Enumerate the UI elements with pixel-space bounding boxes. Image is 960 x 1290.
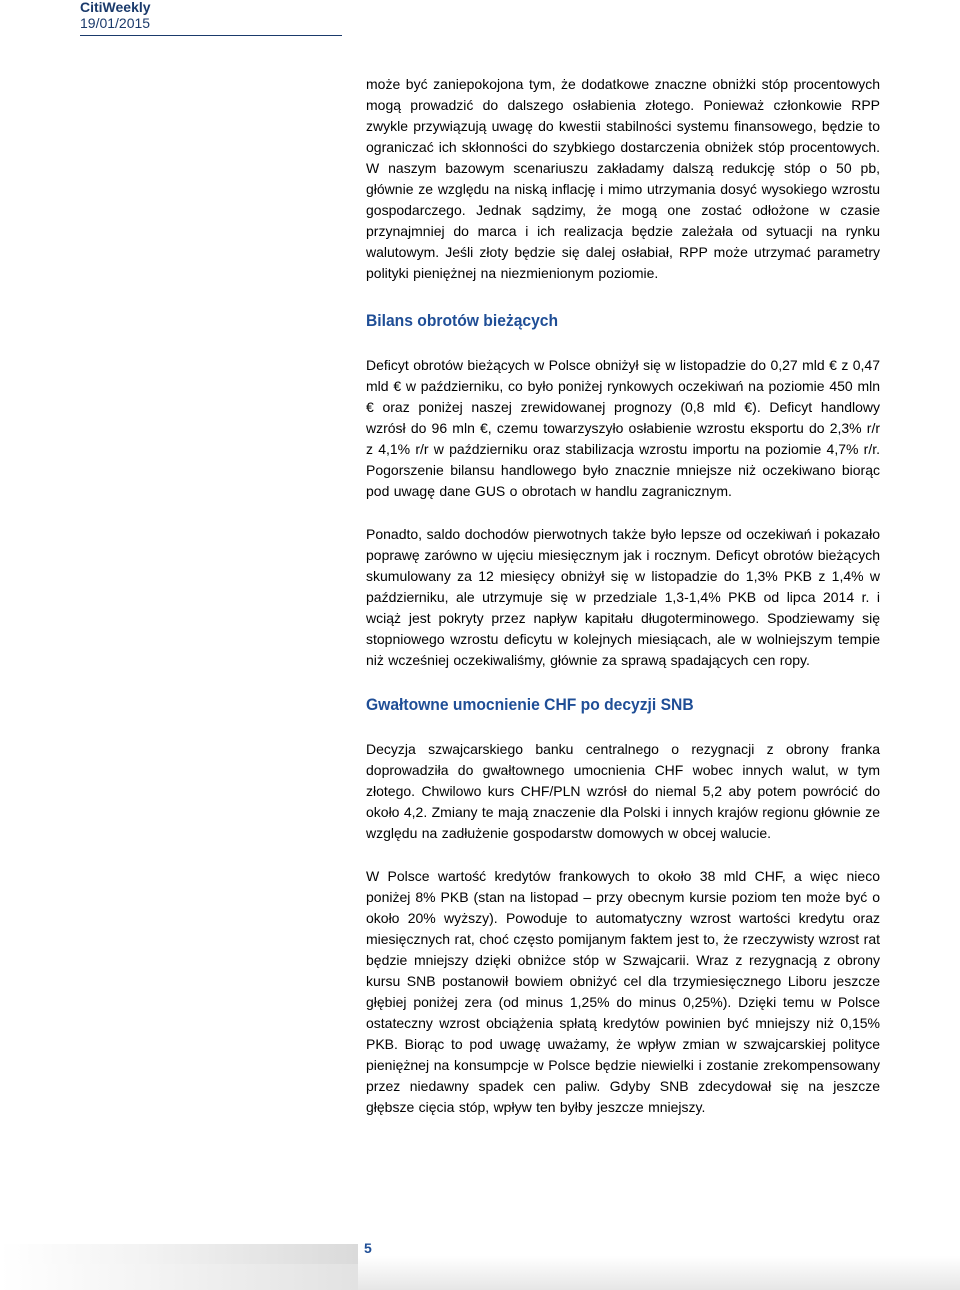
paragraph-primary-income: Ponadto, saldo dochodów pierwotnych także było lepsze od oczekiwań i pokazało poprawę zarówno w ujęciu miesięcznym jak i rocznym. Deficyt obrotów bieżących skumulowany za 12 miesięcy obniżył się w listopadzie do 1,3% PKB z 1,4% w październiku, ale utrzymuje się w przedziale 1,3-1,4% PKB od lipca 2014 r. i wciąż jest pokryty przez napływ kapitału długoterminowego. Spodziewamy się stopniowego wzrostu deficytu w kolejnych miesiącach, ale w wolniejszym tempie niż wcześniej oczekiwaliśmy, głównie za sprawą spadających cen ropy. bbox=[366, 526, 880, 668]
page-header bbox=[80, 0, 342, 36]
footer-decoration-bottom bbox=[0, 1264, 358, 1290]
paragraph-current-account-deficit: Deficyt obrotów bieżących w Polsce obniżył się w listopadzie do 0,27 mld € z 0,47 mld € w październiku, co było poniżej rynkowych oczekiwań na poziomie 450 mln € oraz poniżej naszej zrewidowanej prognozy (0,8 mld €). Deficyt handlowy wzrósł do 96 mln €, czemu towarzyszyło osłabienie wzrostu eksportu do 2,3% r/r z 4,1% r/r w październiku oraz stabilizacja wzrostu importu na poziomie 4,7% r/r. Pogorszenie bilansu handlowego było znacznie mniejsze niż oczekiwano biorąc pod uwagę dane GUS o obrotach w handlu zagranicznym. bbox=[366, 357, 880, 499]
publication-title: CitiWeekly bbox=[80, 0, 151, 15]
header-divider bbox=[80, 35, 342, 36]
article-body bbox=[366, 74, 880, 1118]
publication-date: 19/01/2015 bbox=[80, 15, 151, 31]
paragraph-rpp-policy: może być zaniepokojona tym, że dodatkowe znaczne obniżki stóp procentowych mogą prowadzić do dalszego osłabienia złotego. Ponieważ członkowie RPP zwykle przywiązują uwagę do kwestii stabilności systemu finansowego, będzie to ograniczać ich skłonności do szybkiego dostarczenia obniżek stóp procentowych. W naszym bazowym scenariuszu zakładamy dalszą redukcję stóp o 50 pb, głównie ze względu na niską inflację i mimo utrzymania dosyć wysokiego wzrostu gospodarczego. Jednak sądzimy, że mogą one zostać odłożone w czasie przynajmniej do marca i ich realizacja będzie zależała od sytuacji na rynku walutowym. Jeśli złoty będzie się dalej osłabiał, RPP może utrzymać parametry polityki pieniężnej na niezmienionym poziomie. bbox=[366, 76, 880, 281]
footer-panel bbox=[358, 1236, 960, 1290]
page-number: 5 bbox=[364, 1240, 372, 1256]
footer-decoration-top bbox=[0, 1244, 358, 1264]
paragraph-snb-decision: Decyzja szwajcarskiego banku centralnego o rezygnacji z obrony franka doprowadziła do gwałtownego umocnienia CHF wobec innych walut, w tym złotego. Chwilowo kurs CHF/PLN wzrósł do niemal 5,2 aby potem powrócić do około 4,2. Zmiany te mają znaczenie dla Polski i innych krajów regionu głównie ze względu na zadłużenie gospodarstw domowych w obcej walucie. bbox=[366, 741, 880, 841]
section-heading-chf: Gwałtowne umocnienie CHF po decyzji SNB bbox=[366, 695, 694, 714]
footer-panel-gradient bbox=[358, 1256, 960, 1290]
section-heading-current-account: Bilans obrotów bieżących bbox=[366, 311, 559, 330]
paragraph-chf-loans: W Polsce wartość kredytów frankowych to około 38 mld CHF, a więc nieco poniżej 8% PKB (stan na listopad – przy obecnym kursie poziom ten może być o około 20% wyższy). Powoduje to automatyczny wzrost wartości kredytu oraz miesięcznych rat, choć często pomijanym faktem jest to, że rzeczywisty wzrost rat będzie mniejszy dzięki obniżce stóp w Szwajcarii. Wraz z rezygnacją z obrony kursu SNB postanowił bowiem obniżyć cel dla trzymiesięcznego Liboru jeszcze głębiej poniżej zera (od minus 1,25% do minus 0,25%). Dzięki temu w Polsce ostateczny wzrost obciążenia spłatą kredytów powinien być mniejszy niż 0,15% PKB. Biorąc to pod uwagę uważamy, że wpływ zmian w szwajcarskiej polityce pieniężnej na konsumpcje w Polsce będzie niewielki i zostanie zrekompensowany przez niedawny spadek cen paliw. Gdyby SNB zdecydował się na jeszcze głębsze cięcia stóp, wpływ ten byłby jeszcze mniejszy. bbox=[366, 868, 880, 1115]
page-footer bbox=[0, 1236, 960, 1290]
